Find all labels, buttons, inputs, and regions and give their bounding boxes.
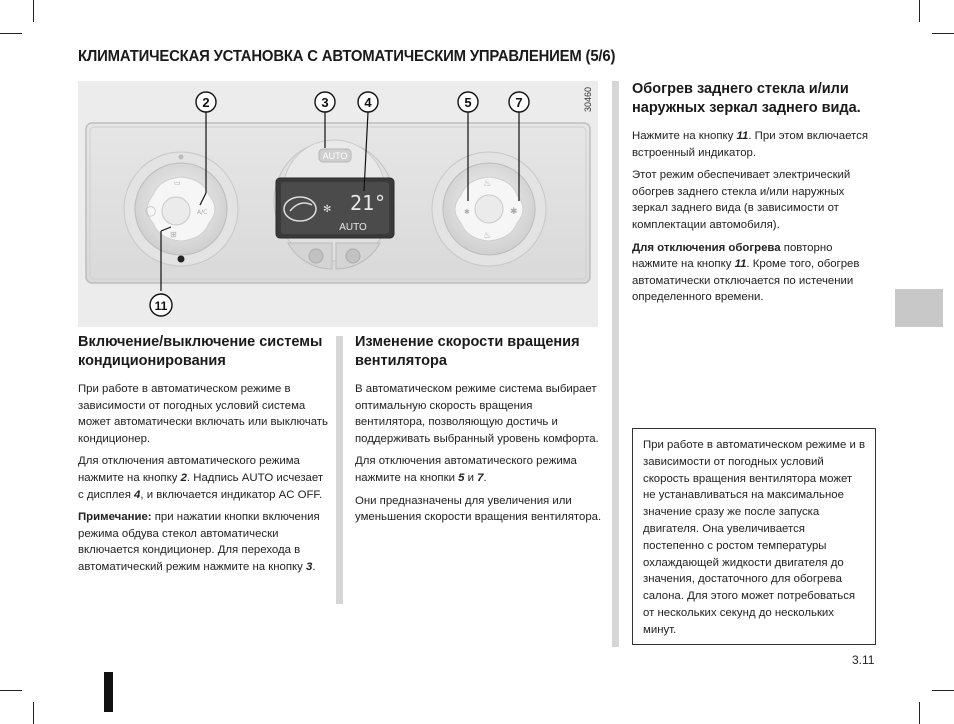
svg-text:♨: ♨	[483, 179, 492, 189]
crop-mark	[932, 33, 954, 34]
climate-panel-illustration	[78, 81, 598, 327]
svg-text:✱: ✱	[510, 207, 518, 217]
paragraph	[78, 509, 330, 575]
crop-mark	[932, 690, 954, 691]
paragraph	[632, 240, 876, 306]
button-ref: 4	[134, 488, 141, 501]
callout-3: 3	[321, 95, 329, 110]
callout-2: 2	[202, 95, 210, 110]
button-ref: 3	[305, 560, 313, 573]
page-title: КЛИМАТИЧЕСКАЯ УСТАНОВКА С АВТОМАТИЧЕСКИМ УПРАВЛЕНИЕМ (5/6)	[78, 48, 616, 65]
paragraph	[78, 453, 330, 503]
note-label: Примечание:	[78, 511, 152, 524]
section-tab	[895, 289, 943, 327]
climate-panel-figure	[78, 81, 598, 327]
crop-mark	[0, 690, 22, 691]
svg-text:✱: ✱	[464, 208, 470, 216]
display-temperature: 21°	[349, 191, 387, 215]
text: при нажатии кнопки включения режима обдува стекол автоматически включается кондиционер. Для перехода в автоматический режим нажмите на кнопку	[78, 511, 320, 573]
figure-code: 30460	[583, 86, 593, 112]
svg-text:▭: ▭	[174, 179, 181, 187]
text: .	[483, 471, 487, 484]
paragraph	[355, 453, 605, 486]
svg-text:◯: ◯	[145, 206, 157, 217]
paragraph: В автоматическом режиме система выбирает оптимальную скорость вращения вентилятора, позволяющую достичь и поддерживать выбранный уровень комфорта.	[355, 383, 599, 445]
svg-text:♨: ♨	[483, 231, 492, 241]
text: . При этом включается встроенный индикатор.	[632, 130, 868, 159]
crop-mark	[33, 0, 34, 22]
column-divider	[336, 336, 343, 604]
display-mode: AUTO	[339, 222, 367, 233]
auto-button[interactable]: AUTO	[322, 151, 348, 161]
svg-text:A/C: A/C	[197, 209, 208, 216]
emphasis-label: Для отключения обогрева	[632, 241, 781, 254]
section-heading: Изменение скорости вращения вентилятора	[355, 334, 580, 369]
section-heading: Обогрев заднего стекла и/или наружных зеркал заднего вида.	[632, 81, 861, 116]
button-ref: 2	[180, 471, 187, 484]
crop-mark	[919, 702, 920, 724]
text: Для отключения автоматического режима нажмите на кнопку	[78, 455, 300, 484]
text: . Кроме того, обогрев автоматически отключается по истечении определенного времени.	[632, 258, 860, 304]
callout-5: 5	[464, 95, 472, 110]
note-box	[632, 428, 876, 645]
button-ref: 5	[458, 471, 465, 484]
crop-mark	[0, 33, 22, 34]
button-ref: 11	[734, 258, 747, 271]
section-fan-speed	[355, 333, 605, 532]
callout-4: 4	[364, 95, 372, 110]
paragraph	[632, 128, 876, 161]
svg-text:✻: ✻	[323, 204, 332, 215]
svg-text:⊞: ⊞	[170, 230, 177, 239]
button-ref: 11	[736, 130, 749, 142]
section-ac-toggle	[78, 333, 330, 582]
text: и	[464, 471, 478, 484]
text: повторно нажмите на кнопку	[632, 241, 833, 271]
note-text: При работе в автоматическом режиме и в зависимости от погодных условий скорость вращения вентилятора может не устанавливаться на максимальное значение сразу же после запуска двигателя. Она увеличивается постепенно с ростом температуры охлаждающей жидкости двигателя до значения, достаточного для обогрева салона. Для этого может потребоваться от нескольких секунд до нескольких минут.	[643, 439, 866, 636]
section-heading: Включение/выключение системы кондиционирования	[78, 334, 323, 369]
callout-11: 11	[154, 299, 168, 313]
paragraph: Этот режим обеспечивает электрический обогрев заднего стекла и/или наружных зеркал заднего вида (в зависимости от комплектации автомобиля).	[632, 169, 851, 231]
binding-mark	[104, 672, 113, 712]
text: Для отключения автоматического режима нажмите на кнопки	[355, 455, 577, 484]
crop-mark	[33, 702, 34, 724]
column-divider	[612, 81, 619, 647]
text: . Надпись AUTO исчезает с дисплея	[78, 471, 324, 501]
page-number: 3.11	[852, 653, 875, 667]
button-ref: 7	[477, 471, 484, 484]
text: .	[312, 560, 316, 573]
crop-mark	[919, 0, 920, 22]
paragraph: Они предназначены для увеличения или уменьшения скорости вращения вентилятора.	[355, 494, 602, 524]
section-rear-defrost	[632, 80, 876, 312]
text: , и включается индикатор AC OFF.	[140, 488, 323, 501]
paragraph: При работе в автоматическом режиме в зависимости от погодных условий система может автоматически включать или выключать кондиционер.	[78, 383, 328, 445]
callout-7: 7	[515, 95, 523, 110]
text: Нажмите на кнопку	[632, 130, 737, 142]
